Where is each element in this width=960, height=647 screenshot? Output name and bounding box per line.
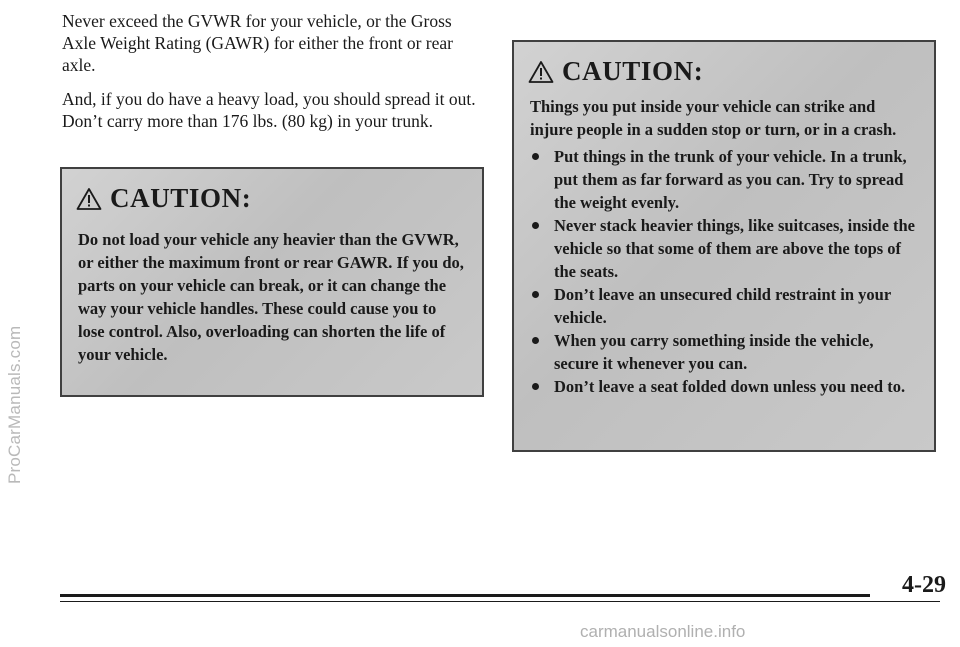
caution-title: CAUTION: xyxy=(110,183,252,213)
caution-body: Do not load your vehicle any heavier than the GVWR, or either the maximum front or rear GAWR. If you do, parts on your vehicle can break, or it can change the way your vehicle handles. These could cause you to lose control. Also, overloading can shorten the life of your vehicle. xyxy=(78,230,464,364)
caution-body xyxy=(530,95,918,398)
list-item xyxy=(530,145,918,214)
left-column xyxy=(62,10,482,144)
footer-watermark: carmanualsonline.info xyxy=(580,622,746,641)
bullet-icon xyxy=(532,383,539,390)
caution-title: CAUTION: xyxy=(562,56,704,86)
list-item-text: Don’t leave an unsecured child restraint in your vehicle. xyxy=(554,285,891,327)
list-item-text: Don’t leave a seat folded down unless you need to. xyxy=(554,377,906,396)
list-item-text: Never stack heavier things, like suitcases, inside the vehicle so that some of them are above the tops of the seats. xyxy=(554,216,916,281)
list-item xyxy=(530,329,918,375)
list-item-text: When you carry something inside the vehicle, secure it whenever you can. xyxy=(554,331,874,373)
caution-intro: Things you put inside your vehicle can strike and injure people in a sudden stop or turn, or in a crash. xyxy=(530,97,897,139)
footer-rule-thin xyxy=(60,601,940,602)
bullet-icon xyxy=(532,291,539,298)
bullet-icon xyxy=(532,337,539,344)
footer-rule-thick xyxy=(60,594,870,597)
caution-bullet-list xyxy=(530,145,918,398)
side-watermark: ProCarManuals.com xyxy=(5,325,24,485)
list-item-text: Put things in the trunk of your vehicle. In a trunk, put them as far forward as you can. Try to spread the weight evenly. xyxy=(554,147,907,212)
caution-box-load xyxy=(60,167,484,397)
bullet-icon xyxy=(532,222,539,229)
list-item xyxy=(530,375,918,398)
bullet-icon xyxy=(532,153,539,160)
caution-box-cargo xyxy=(512,40,936,452)
list-item xyxy=(530,214,918,283)
warning-triangle-icon xyxy=(528,60,554,84)
paragraph-gvwr: Never exceed the GVWR for your vehicle, or the Gross Axle Weight Rating (GAWR) for either the front or rear axle. xyxy=(62,11,453,75)
paragraph-heavy-load: And, if you do have a heavy load, you should spread it out. Don’t carry more than 176 lbs. (80 kg) in your trunk. xyxy=(62,89,476,131)
caution-header xyxy=(76,183,482,214)
warning-triangle-icon xyxy=(76,187,102,211)
page-number: 4-29 xyxy=(896,572,946,599)
caution-header xyxy=(528,56,934,87)
list-item xyxy=(530,283,918,329)
